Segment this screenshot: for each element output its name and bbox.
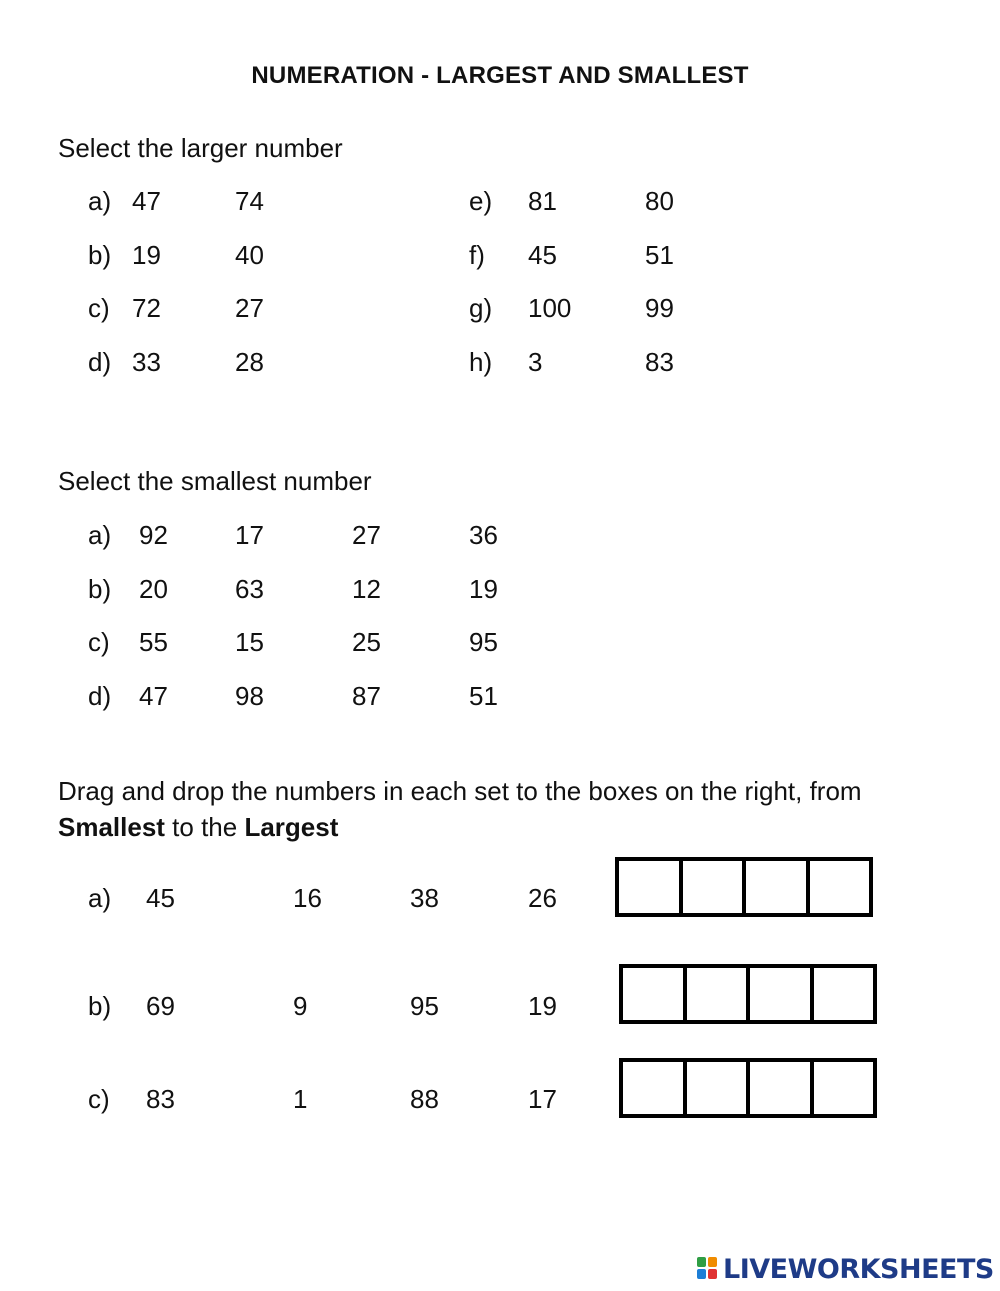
number-option[interactable]: 36 bbox=[469, 520, 498, 550]
draggable-number[interactable]: 9 bbox=[293, 991, 308, 1021]
draggable-number[interactable]: 26 bbox=[528, 883, 557, 913]
draggable-number[interactable]: 1 bbox=[293, 1084, 308, 1114]
item-label: e) bbox=[469, 186, 493, 216]
drop-box-group bbox=[619, 1058, 877, 1118]
logo-mark-icon bbox=[697, 1257, 721, 1283]
instruction-connector: to the bbox=[164, 812, 245, 842]
item-label: d) bbox=[88, 347, 112, 377]
number-option[interactable]: 3 bbox=[528, 347, 543, 377]
drop-box[interactable] bbox=[687, 1062, 751, 1114]
number-option[interactable]: 80 bbox=[645, 186, 674, 216]
number-option[interactable]: 27 bbox=[235, 293, 264, 323]
number-option[interactable]: 25 bbox=[352, 627, 381, 657]
number-option[interactable]: 81 bbox=[528, 186, 557, 216]
item-label: c) bbox=[88, 293, 110, 323]
number-option[interactable]: 17 bbox=[235, 520, 264, 550]
drop-box[interactable] bbox=[750, 968, 814, 1020]
drop-box[interactable] bbox=[814, 1062, 874, 1114]
number-option[interactable]: 72 bbox=[132, 293, 161, 323]
item-label: d) bbox=[88, 681, 112, 711]
item-label: b) bbox=[88, 240, 112, 270]
item-label: c) bbox=[88, 1084, 110, 1114]
item-label: g) bbox=[469, 293, 493, 323]
drop-box[interactable] bbox=[623, 1062, 687, 1114]
item-label: b) bbox=[88, 991, 112, 1021]
number-option[interactable]: 100 bbox=[528, 293, 572, 323]
logo-square bbox=[708, 1269, 717, 1279]
page-title: NUMERATION - LARGEST AND SMALLEST bbox=[251, 62, 749, 89]
section3-instruction: Drag and drop the numbers in each set to the boxes on the right, from bbox=[58, 776, 862, 806]
item-label: h) bbox=[469, 347, 493, 377]
number-option[interactable]: 27 bbox=[352, 520, 381, 550]
number-option[interactable]: 99 bbox=[645, 293, 674, 323]
number-option[interactable]: 19 bbox=[132, 240, 161, 270]
item-label: f) bbox=[469, 240, 485, 270]
number-option[interactable]: 98 bbox=[235, 681, 264, 711]
number-option[interactable]: 20 bbox=[139, 574, 168, 604]
number-option[interactable]: 45 bbox=[528, 240, 557, 270]
drop-box[interactable] bbox=[623, 968, 687, 1020]
drop-box-group bbox=[619, 964, 877, 1024]
number-option[interactable]: 95 bbox=[469, 627, 498, 657]
drop-box[interactable] bbox=[810, 861, 870, 913]
drop-box[interactable] bbox=[687, 968, 751, 1020]
draggable-number[interactable]: 38 bbox=[410, 883, 439, 913]
draggable-number[interactable]: 95 bbox=[410, 991, 439, 1021]
draggable-number[interactable]: 83 bbox=[146, 1084, 175, 1114]
number-option[interactable]: 51 bbox=[469, 681, 498, 711]
drop-box[interactable] bbox=[683, 861, 747, 913]
number-option[interactable]: 28 bbox=[235, 347, 264, 377]
item-label: a) bbox=[88, 186, 112, 216]
draggable-number[interactable]: 19 bbox=[528, 991, 557, 1021]
largest-keyword: Largest bbox=[244, 812, 339, 842]
number-option[interactable]: 12 bbox=[352, 574, 381, 604]
number-option[interactable]: 47 bbox=[132, 186, 161, 216]
item-label: a) bbox=[88, 883, 112, 913]
number-option[interactable]: 33 bbox=[132, 347, 161, 377]
draggable-number[interactable]: 88 bbox=[410, 1084, 439, 1114]
logo-square bbox=[708, 1257, 717, 1267]
number-option[interactable]: 19 bbox=[469, 574, 498, 604]
number-option[interactable]: 63 bbox=[235, 574, 264, 604]
logo-square bbox=[697, 1257, 706, 1267]
smallest-keyword: Smallest bbox=[58, 812, 165, 842]
item-label: c) bbox=[88, 627, 110, 657]
section3-instruction-line2 bbox=[58, 812, 338, 843]
logo-square bbox=[697, 1269, 706, 1279]
drop-box[interactable] bbox=[750, 1062, 814, 1114]
number-option[interactable]: 15 bbox=[235, 627, 264, 657]
number-option[interactable]: 51 bbox=[645, 240, 674, 270]
section2-heading: Select the smallest number bbox=[58, 466, 372, 496]
drop-box[interactable] bbox=[814, 968, 874, 1020]
draggable-number[interactable]: 45 bbox=[146, 883, 175, 913]
number-option[interactable]: 83 bbox=[645, 347, 674, 377]
draggable-number[interactable]: 17 bbox=[528, 1084, 557, 1114]
drop-box[interactable] bbox=[746, 861, 810, 913]
section1-heading: Select the larger number bbox=[58, 133, 343, 163]
draggable-number[interactable]: 16 bbox=[293, 883, 322, 913]
drop-box-group bbox=[615, 857, 873, 917]
number-option[interactable]: 92 bbox=[139, 520, 168, 550]
draggable-number[interactable]: 69 bbox=[146, 991, 175, 1021]
number-option[interactable]: 87 bbox=[352, 681, 381, 711]
item-label: b) bbox=[88, 574, 112, 604]
item-label: a) bbox=[88, 520, 112, 550]
logo-text: LIVEWORKSHEETS bbox=[723, 1254, 994, 1285]
number-option[interactable]: 74 bbox=[235, 186, 264, 216]
liveworksheets-logo bbox=[697, 1254, 994, 1285]
drop-box[interactable] bbox=[619, 861, 683, 913]
number-option[interactable]: 47 bbox=[139, 681, 168, 711]
number-option[interactable]: 55 bbox=[139, 627, 168, 657]
number-option[interactable]: 40 bbox=[235, 240, 264, 270]
